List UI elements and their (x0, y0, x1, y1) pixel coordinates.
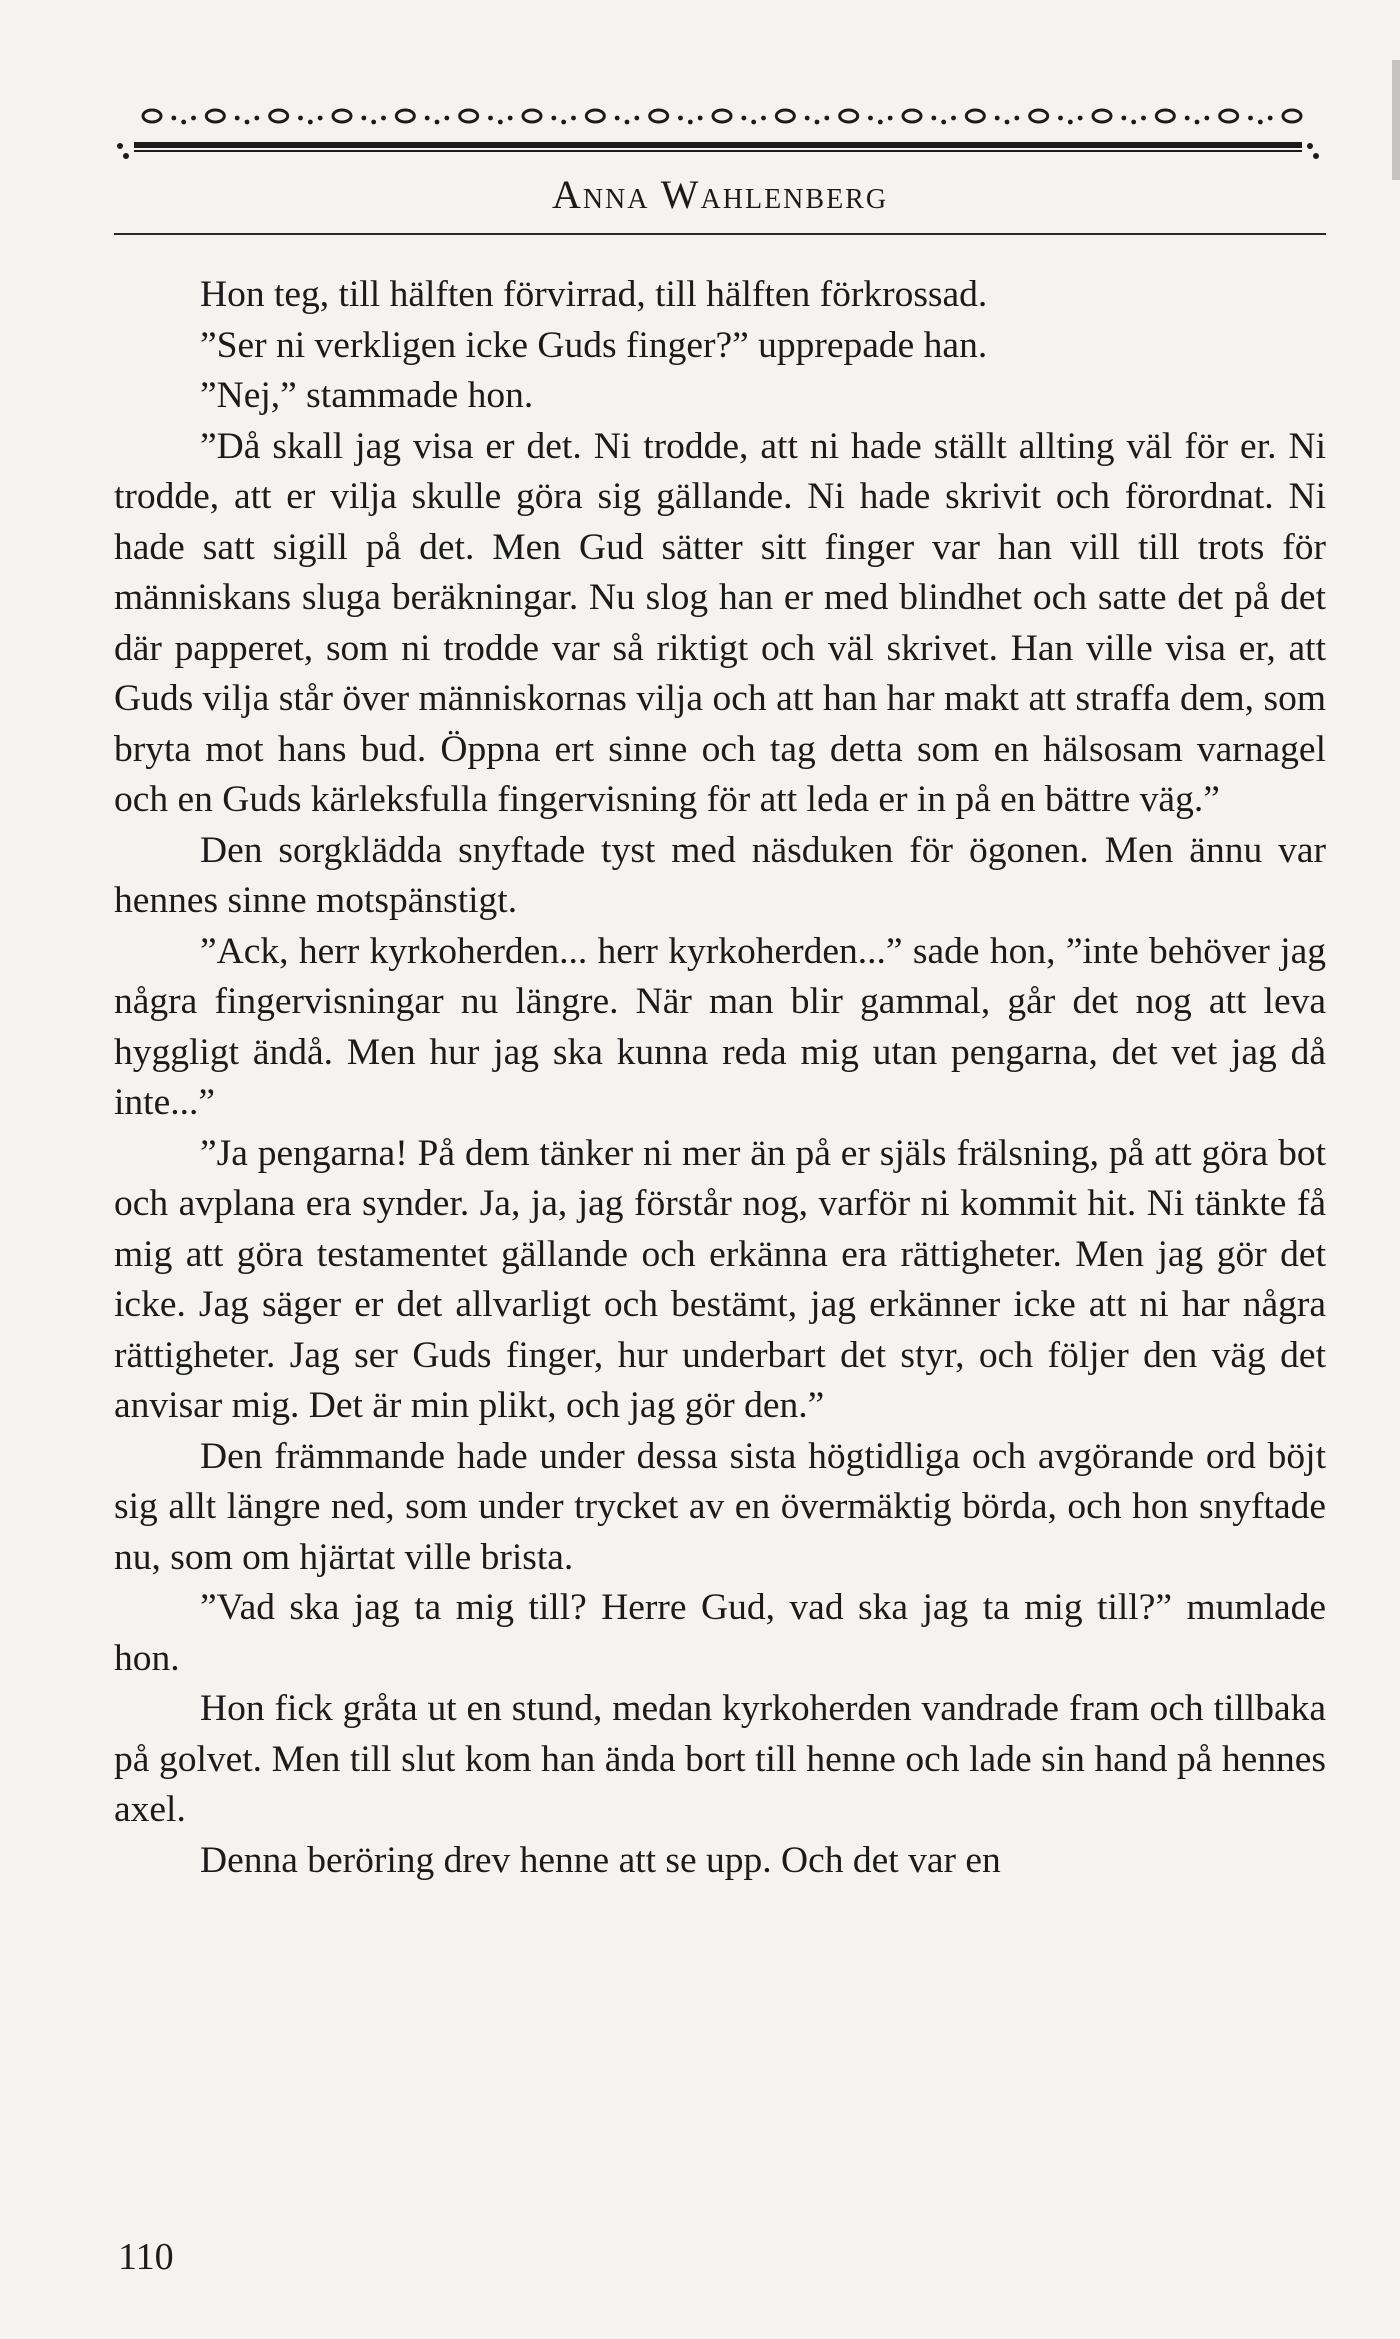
page-edge-shadow (1392, 60, 1400, 180)
running-head (114, 170, 1326, 220)
paragraph: Hon fick gråta ut en stund, medan kyrkoherden vandrade fram och tillbaka på golvet. Men till slut kom han ända bort till henne och lade sin hand på hennes axel. (114, 1688, 1326, 1830)
paragraph: Den sorgklädda snyftade tyst med näsduken för ögonen. Men ännu var hennes sinne motspänstigt. (114, 829, 1326, 921)
running-head-text: Anna Wahlenberg (551, 172, 889, 217)
header-rule (114, 233, 1326, 235)
paragraph: Denna beröring drev henne att se upp. Och det var en (200, 1839, 1001, 1881)
paragraph: ”Då skall jag visa er det. Ni trodde, att ni hade ställt allting väl för er. Ni trodde, att er vilja skulle göra sig gällande. Ni hade skrivit och förordnat. Ni hade satt sigill på det. Men Gud sätter sitt finger var han vill till trots för människans sluga beräkningar. Nu slog han er med blindhet och satte det på det där papperet, som ni trodde var så riktigt och väl skrivet. Han ville visa er, att Guds vilja står över människornas vilja och att han har makt att straffa dem, som bryta mot hans bud. Öppna ert sinne och tag detta som en hälsosam varnagel och en Guds kärleksfulla fingervisning för att leda er in på en bättre väg.” (114, 425, 1326, 820)
decorative-header-ornament (112, 98, 1324, 164)
page-number: 110 (118, 2236, 174, 2278)
paragraph: ”Vad ska jag ta mig till? Herre Gud, vad ska jag ta mig till?” mumlade hon. (114, 1587, 1326, 1679)
paragraph: ”Nej,” stammade hon. (200, 375, 534, 416)
paragraph: ”Ack, herr kyrkoherden... herr kyrkoherden...” sade hon, ”inte behöver jag några fingervisningar nu längre. När man blir gammal, går det nog att leva hyggligt ändå. Men hur jag ska kunna reda mig utan pengarna, det vet jag då inte...” (114, 930, 1326, 1123)
paragraph: ”Ser ni verkligen icke Guds finger?” upprepade han. (200, 324, 988, 366)
paragraph: Den främmande hade under dessa sista högtidliga och avgörande ord böjt sig allt längre ned, som under trycket av en övermäktig börda, och hon snyftade nu, som om hjärtat ville brista. (114, 1435, 1326, 1578)
paragraph: ”Ja pengarna! På dem tänker ni mer än på er själs frälsning, på att göra bot och avplana era synder. Ja, ja, jag förstår nog, varför ni kommit hit. Ni tänkte få mig att göra testamentet gällande och erkänna era rättigheter. Men jag gör det icke. Jag säger er det allvarligt och bestämt, jag erkänner icke att ni har några rättigheter. Jag ser Guds finger, hur underbart det styr, och följer den väg det anvisar mig. Det är min plikt, och jag gör den.” (114, 1132, 1326, 1426)
body-text (114, 270, 1326, 2190)
paragraph: Hon teg, till hälften förvirrad, till hälften förkrossad. (200, 274, 988, 315)
